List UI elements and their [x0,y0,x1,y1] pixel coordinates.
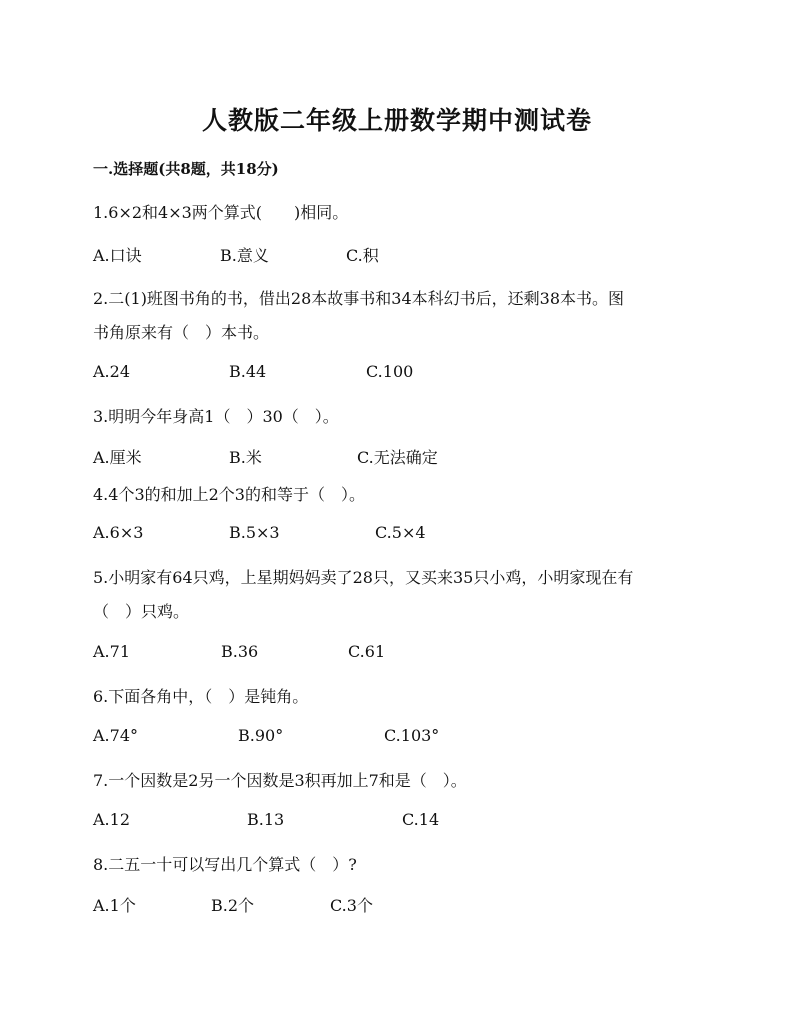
question-3-option-c: C.无法确定 [357,448,438,467]
question-8-option-a: A.1个 [93,896,136,915]
question-8-text: 8.二五一十可以写出几个算式（ ）? [93,855,357,874]
question-1-option-b: B.意义 [220,246,269,265]
question-1-text: 1.6×2和4×3两个算式( )相同。 [93,203,349,222]
question-6-text: 6.下面各角中，（ ）是钝角。 [93,687,309,706]
question-4-option-c: C.5×4 [375,523,426,542]
question-3-text: 3.明明今年身高1（ ）30（ ）。 [93,407,339,426]
question-5-text-line-2: （ ）只鸡。 [93,602,190,621]
question-3-option-b: B.米 [229,448,262,467]
question-8-option-c: C.3个 [330,896,373,915]
question-4-text: 4.4个3的和加上2个3的和等于（ ）。 [93,485,365,504]
question-5-option-b: B.36 [221,642,259,661]
question-4-option-b: B.5×3 [229,523,280,542]
question-5-text-line-1: 5.小明家有64只鸡，上星期妈妈卖了28只，又买来35只小鸡，小明家现在有 [93,568,634,587]
question-8-option-b: B.2个 [211,896,255,915]
question-2-option-c: C.100 [366,362,414,381]
question-2-text-line-2: 书角原来有（ ）本书。 [93,323,270,342]
section-heading: 一.选择题(共8题，共18分) [93,160,279,178]
question-5-option-a: A.71 [93,642,130,661]
question-3-option-a: A.厘米 [93,448,142,467]
question-6-option-c: C.103° [384,726,440,745]
question-1-option-a: A.口诀 [93,246,142,265]
question-1-option-c: C.积 [346,246,379,265]
question-7-option-c: C.14 [402,810,440,829]
question-5-option-c: C.61 [348,642,386,661]
question-7-option-b: B.13 [247,810,285,829]
question-6-option-b: B.90° [238,726,284,745]
question-6-option-a: A.74° [93,726,138,745]
question-7-option-a: A.12 [93,810,130,829]
question-4-option-a: A.6×3 [93,523,144,542]
question-2-option-a: A.24 [93,362,130,381]
exam-title: 人教版二年级上册数学期中测试卷 [201,106,592,135]
question-2-option-b: B.44 [229,362,267,381]
question-2-text-line-1: 2.二(1)班图书角的书，借出28本故事书和34本科幻书后，还剩38本书。图 [93,289,625,308]
question-7-text: 7.一个因数是2另一个因数是3积再加上7和是（ ）。 [93,771,467,790]
